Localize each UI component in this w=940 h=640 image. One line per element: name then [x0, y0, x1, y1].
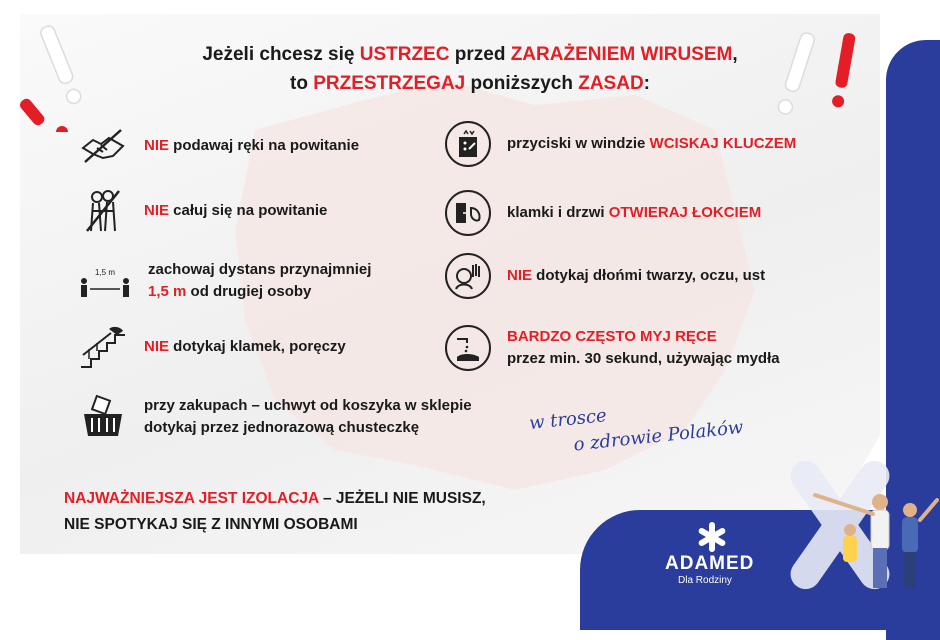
rule-no-handshake: [78, 121, 359, 171]
rule-body: przez min. 30 sekund, używając mydła: [507, 350, 780, 367]
rule-highlight: BARDZO CZĘSTO MYJ RĘCE: [507, 328, 717, 345]
rule-highlight: NIE: [144, 137, 170, 154]
rule-door: [445, 190, 761, 236]
rule-text: [144, 336, 346, 358]
headline-highlight: USTRZEC: [359, 44, 450, 65]
rule-text: [507, 326, 780, 370]
shopping-basket-icon: [78, 392, 128, 442]
headline-line-1: [0, 40, 940, 69]
headline: [0, 40, 940, 98]
elevator-key-icon: [445, 121, 491, 167]
family-photo: [785, 440, 940, 600]
stairs-hand-icon: [78, 322, 128, 372]
headline-text: poniższych: [465, 73, 579, 94]
brand-star-icon: [695, 520, 729, 554]
rule-elevator: [445, 121, 796, 167]
rule-handwash: [445, 325, 780, 371]
rule-body: dotykaj klamek, poręczy: [169, 338, 346, 355]
rule-highlight: NIE: [507, 267, 533, 284]
rule-text: [144, 395, 472, 439]
rule-highlight: WCISKAJ KLUCZEM: [649, 135, 797, 152]
rule-highlight: NIE: [144, 202, 170, 219]
rule-text: [507, 202, 761, 224]
rule-text: [144, 135, 359, 157]
rule-body: zachowaj dystans przynajmniej: [148, 261, 372, 278]
rule-shopping: [78, 392, 472, 442]
rule-highlight: OTWIERAJ ŁOKCIEM: [608, 204, 762, 221]
footer-text: NIE SPOTYKAJ SIĘ Z INNYMI OSOBAMI: [64, 516, 358, 533]
signature-line-1: w trosce: [528, 405, 608, 435]
rule-body: od drugiej osoby: [186, 283, 312, 300]
footer-message: [64, 486, 486, 538]
rule-face: [445, 253, 765, 299]
rule-body: dotykaj dłońmi twarzy, oczu, ust: [532, 267, 766, 284]
headline-highlight: ZARAŻENIEM WIRUSEM: [510, 44, 733, 65]
door-elbow-icon: [445, 190, 491, 236]
rule-no-touch-handles: [78, 322, 346, 372]
rule-body: przyciski w windzie: [507, 135, 650, 152]
headline-text: :: [643, 73, 650, 94]
distance-icon: [78, 256, 132, 306]
rule-body: przy zakupach – uchwyt od koszyka w sklepie: [144, 397, 472, 414]
headline-text: ,: [732, 44, 738, 65]
hand-wash-icon: [445, 325, 491, 371]
rule-body: całuj się na powitanie: [169, 202, 328, 219]
headline-highlight: PRZESTRZEGAJ: [313, 73, 466, 94]
brand-name: ADAMED: [665, 553, 755, 574]
distance-label: 1,5 m: [94, 268, 116, 277]
kissing-couple-crossed-icon: [78, 186, 128, 236]
footer-text: – JEŻELI NIE MUSISZ,: [318, 490, 486, 507]
rule-highlight: 1,5 m: [148, 283, 187, 300]
rule-text: [144, 200, 327, 222]
rule-body: podawaj ręki na powitanie: [169, 137, 360, 154]
rule-body: klamki i drzwi: [507, 204, 609, 221]
footer-highlight: NAJWAŻNIEJSZA JEST IZOLACJA: [64, 490, 319, 507]
rule-body: dotykaj przez jednorazową chusteczkę: [144, 419, 420, 436]
rule-text: [148, 259, 371, 303]
face-touch-icon: [445, 253, 491, 299]
signature-line-2: o zdrowie Polaków: [572, 416, 745, 456]
headline-text: przed: [449, 44, 511, 65]
rule-distance: [78, 256, 371, 306]
headline-line-2: [0, 69, 940, 98]
headline-text: to: [290, 73, 314, 94]
headline-text: Jeżeli chcesz się: [202, 44, 360, 65]
headline-highlight: ZASAD: [578, 73, 644, 94]
rule-text: [507, 265, 765, 287]
rule-highlight: NIE: [144, 338, 170, 355]
brand-tagline: Dla Rodziny: [678, 575, 732, 586]
rule-text: [507, 133, 796, 155]
handshake-crossed-icon: [78, 121, 128, 171]
rule-no-kiss: [78, 186, 327, 236]
